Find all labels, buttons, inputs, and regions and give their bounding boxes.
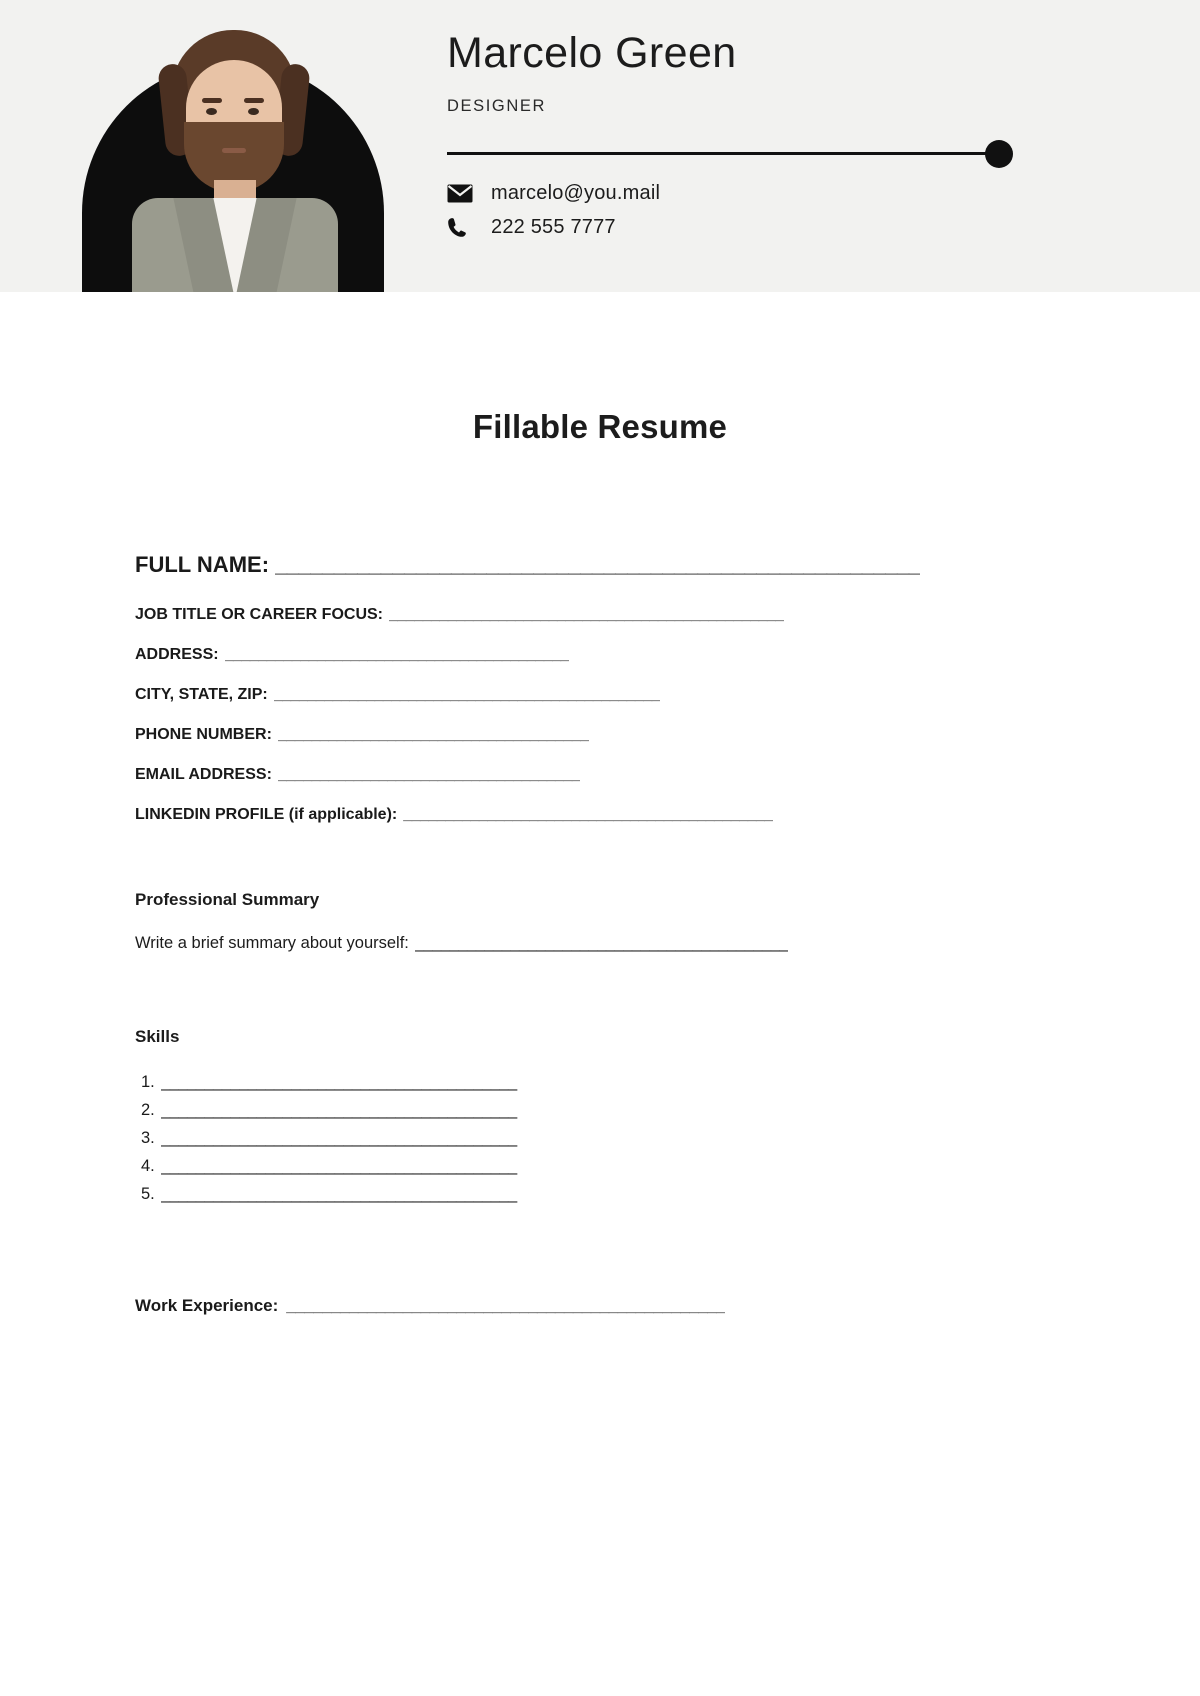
- portrait-eye-left: [206, 108, 217, 115]
- skill-blank[interactable]: _________________________________________: [161, 1101, 517, 1119]
- job-title-blank[interactable]: _______________________________________________: [389, 606, 784, 623]
- portrait-mouth: [222, 148, 246, 153]
- linkedin-blank[interactable]: ____________________________________________: [403, 806, 773, 823]
- skill-number: 1.: [141, 1073, 155, 1091]
- divider-line: [447, 152, 995, 155]
- phone-number-label: PHONE NUMBER:: [135, 726, 272, 743]
- field-city-state-zip[interactable]: [135, 686, 1065, 704]
- work-experience-blank[interactable]: _________________________________________________: [286, 1296, 726, 1315]
- field-email-address[interactable]: [135, 766, 1065, 784]
- city-state-zip-blank[interactable]: ______________________________________________: [273, 686, 661, 703]
- field-phone-number[interactable]: [135, 726, 1065, 744]
- professional-summary-section: [135, 890, 1065, 953]
- contact-phone-row: [447, 216, 1047, 239]
- skill-blank[interactable]: _________________________________________: [161, 1073, 517, 1091]
- field-full-name[interactable]: [135, 552, 1065, 578]
- resume-form: [135, 552, 1065, 1316]
- field-linkedin[interactable]: [135, 806, 1065, 824]
- field-address[interactable]: [135, 646, 1065, 664]
- contact-email: marcelo@you.mail: [491, 182, 661, 205]
- field-summary[interactable]: [135, 934, 1065, 953]
- divider-dot: [985, 140, 1013, 168]
- summary-blank[interactable]: ___________________________________________: [414, 934, 788, 952]
- skill-number: 5.: [141, 1185, 155, 1203]
- skill-number: 2.: [141, 1101, 155, 1119]
- portrait-illustration: [110, 30, 356, 292]
- contact-email-row: [447, 182, 1047, 205]
- candidate-name: Marcelo Green: [447, 29, 737, 77]
- profile-photo: [82, 0, 384, 292]
- job-title-label: JOB TITLE OR CAREER FOCUS:: [135, 606, 384, 623]
- header-details: [447, 30, 1047, 239]
- portrait-brow-right: [244, 98, 264, 103]
- city-state-zip-label: CITY, STATE, ZIP:: [135, 686, 268, 703]
- list-item[interactable]: [135, 1157, 1065, 1176]
- header-divider: [447, 140, 1013, 168]
- skills-list: [135, 1073, 1065, 1204]
- skills-section: [135, 1027, 1065, 1204]
- professional-summary-heading: Professional Summary: [135, 890, 320, 909]
- email-address-blank[interactable]: ____________________________________: [277, 766, 581, 783]
- field-work-experience[interactable]: [135, 1296, 1065, 1316]
- skill-blank[interactable]: _________________________________________: [161, 1185, 517, 1203]
- candidate-role: DESIGNER: [447, 97, 546, 116]
- linkedin-label: LINKEDIN PROFILE (if applicable):: [135, 806, 398, 823]
- resume-header: [0, 0, 1200, 292]
- skill-number: 3.: [141, 1129, 155, 1147]
- phone-icon: [447, 217, 491, 238]
- field-job-title[interactable]: [135, 606, 1065, 624]
- list-item[interactable]: [135, 1073, 1065, 1092]
- contact-phone: 222 555 7777: [491, 216, 616, 239]
- summary-prompt: Write a brief summary about yourself:: [135, 934, 409, 952]
- work-experience-label: Work Experience:: [135, 1296, 279, 1315]
- full-name-label: FULL NAME:: [135, 552, 270, 577]
- list-item[interactable]: [135, 1101, 1065, 1120]
- list-item[interactable]: [135, 1129, 1065, 1148]
- address-blank[interactable]: _________________________________________: [224, 646, 569, 663]
- portrait-eye-right: [248, 108, 259, 115]
- skill-blank[interactable]: _________________________________________: [161, 1129, 517, 1147]
- envelope-icon: [447, 184, 491, 203]
- address-label: ADDRESS:: [135, 646, 219, 663]
- skill-number: 4.: [141, 1157, 155, 1175]
- phone-number-blank[interactable]: _____________________________________: [277, 726, 589, 743]
- list-item[interactable]: [135, 1185, 1065, 1204]
- skills-heading: Skills: [135, 1027, 180, 1046]
- email-address-label: EMAIL ADDRESS:: [135, 766, 272, 783]
- portrait-brow-left: [202, 98, 222, 103]
- skill-blank[interactable]: _________________________________________: [161, 1157, 517, 1175]
- page-title: Fillable Resume: [472, 408, 728, 445]
- full-name-blank[interactable]: _______________________________________________________: [275, 552, 921, 577]
